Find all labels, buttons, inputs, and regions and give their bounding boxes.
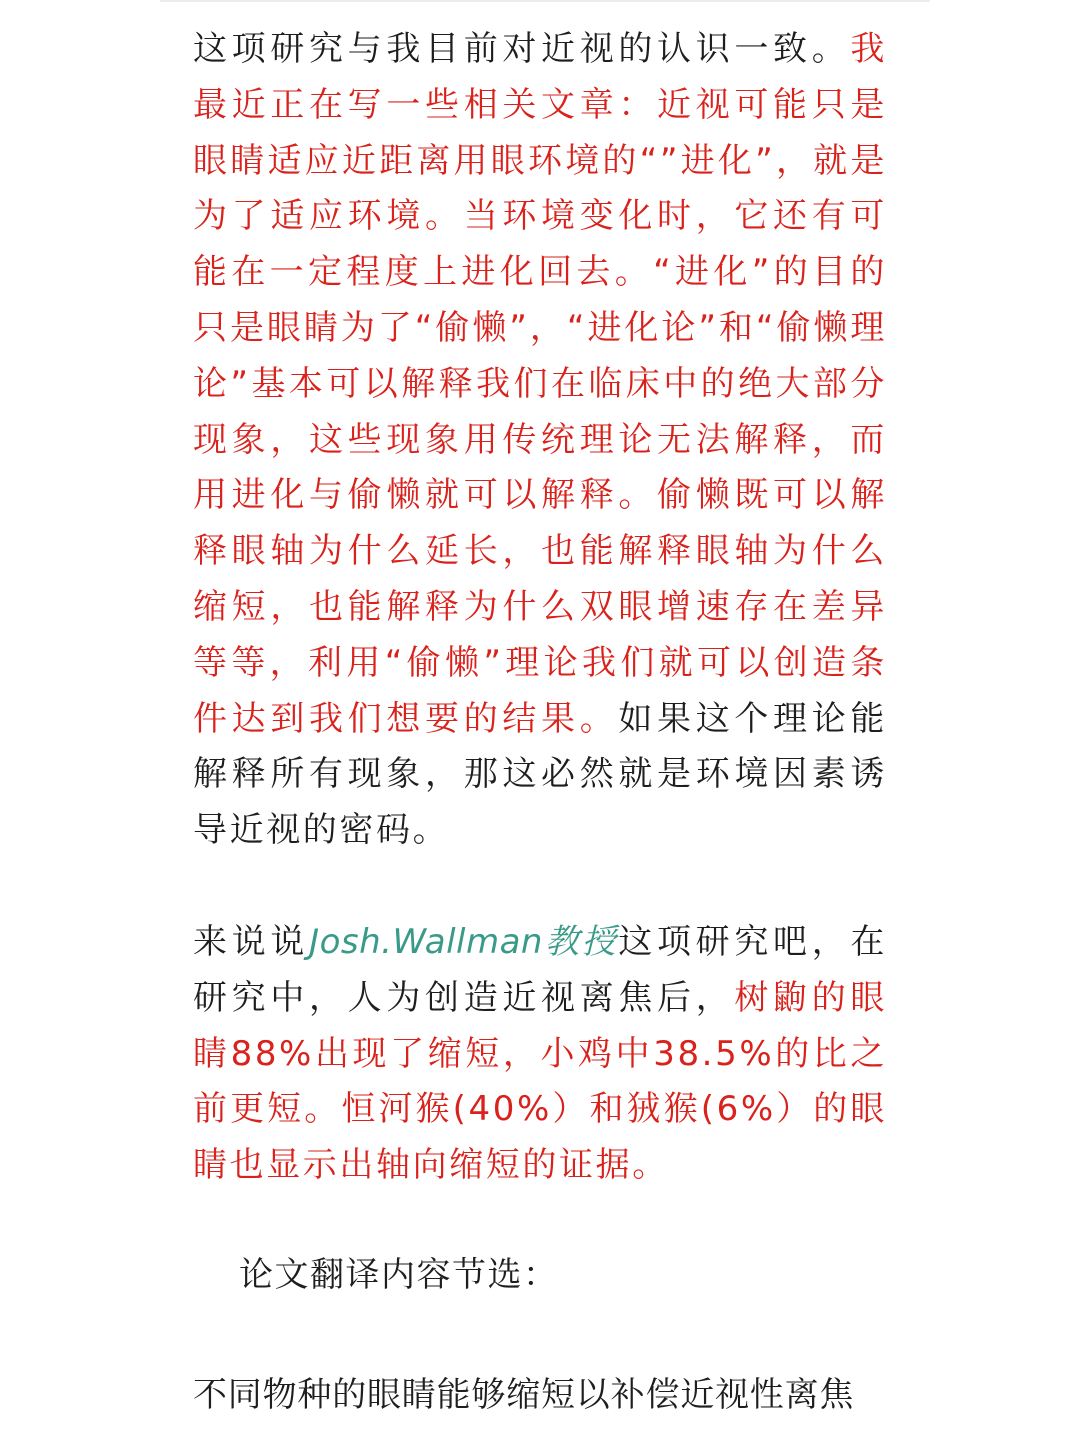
translation-excerpt-heading: 论文翻译内容节选： xyxy=(239,1254,559,1295)
section-title: 不同物种的眼睛能够缩短以补偿近视性离焦 xyxy=(193,1374,855,1415)
intro-text: 这项研究与我目前对近视的认识一致。 xyxy=(193,29,851,69)
paragraph-myopia-theory xyxy=(193,22,887,859)
top-divider xyxy=(160,0,930,2)
lead-text: 来说说 xyxy=(193,921,310,962)
paragraph-wallman-study xyxy=(193,915,887,1194)
article-body xyxy=(193,22,887,1424)
study-text: 这项研究吧，在研究中，人为创造近视离焦后， xyxy=(193,921,887,1018)
professor-name: Josh.Wallman教授 xyxy=(309,921,619,962)
highlighted-theory-text: 我最近正在写一些相关文章：近视可能只是眼睛适应近距离用眼环境的“”进化”，就是为了适应环境。当环境变化时，它还有可能在一定程度上进化回去。“进化”的目的只是眼睛为了“偷懒”，“进化论”和“偷懒理论”基本可以解释我们在临床中的绝大部分现象，这些现象用传统理论无法解释，而用进化与偷懒就可以解释。偷懒既可以解释眼轴为什么延长，也能解释眼轴为什么缩短，也能解释为什么双眼增速存在差异等等，利用“偷懒”理论我们就可以创造条件达到我们想要的结果。 xyxy=(193,29,887,739)
highlighted-results-text: 树鼩的眼睛88%出现了缩短，小鸡中38.5%的比之前更短。恒河猴(40%）和狨猴(6%）的眼睛也显示出轴向缩短的证据。 xyxy=(193,977,888,1186)
conclusion-text: 如果这个理论能解释所有现象，那这必然就是环境因素诱导近视的密码。 xyxy=(193,698,887,851)
